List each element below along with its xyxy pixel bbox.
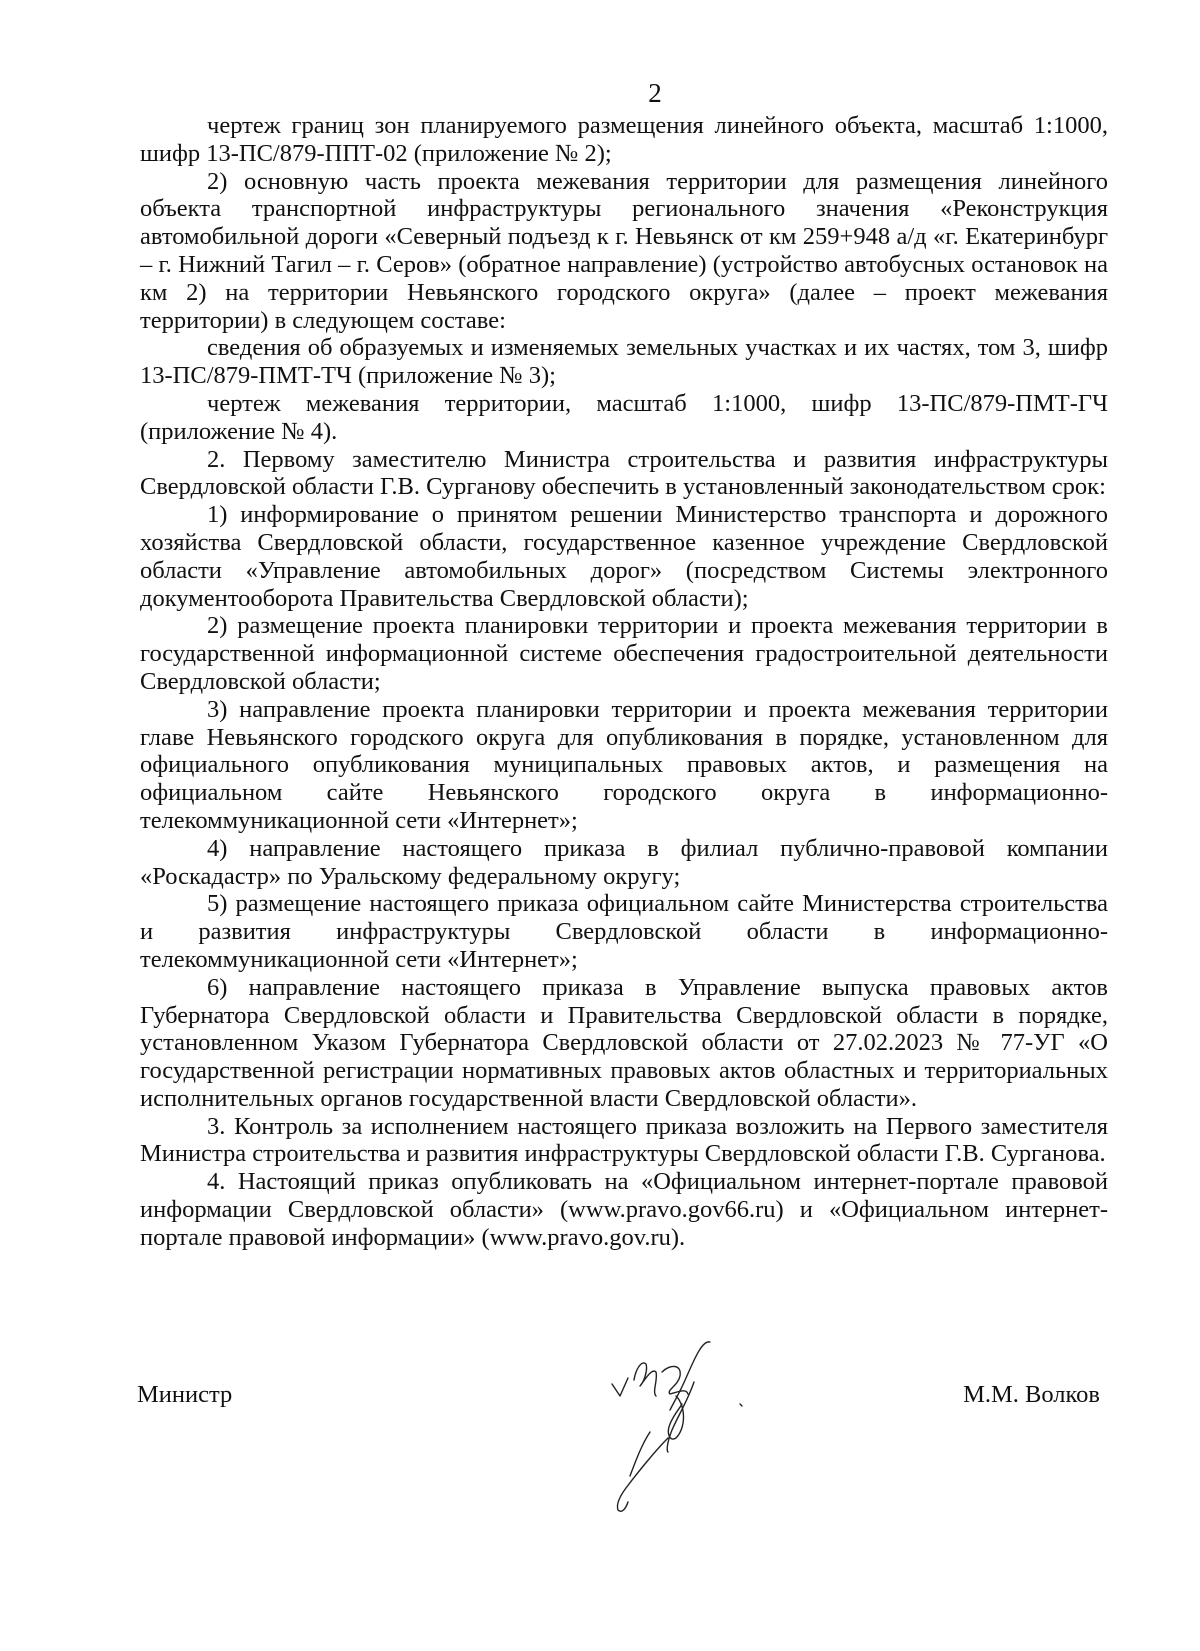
paragraph-surveying-drawing: чертеж межевания территории, масштаб 1:1000, шифр 13-ПС/879-ПМТ-ГЧ (приложение № 4). [140,389,1108,445]
paragraph-subitem-6: 6) направление настоящего приказа в Управление выпуска правовых актов Губернатора Свердловской области и Правительства Свердловской области в порядке, установленном Указом Губернатора Свердловской области от 27.02.2023 № 77-УГ «О государственной регистрации нормативных правовых актов областных и территориальных исполнительных органов государственной власти Свердловской области». [140,973,1108,1112]
handwritten-signature [590,1320,760,1520]
paragraph-subitem-3: 3) направление проекта планировки территории и проекта межевания территории главе Невьянского городского округа для опубликования в порядке, установленном для официального опубликования муниципальных правовых актов, и размещения на официальном сайте Невьянского городского округа в информационно-телекоммуникационной сети «Интернет»; [140,695,1108,834]
paragraph-subitem-5: 5) размещение настоящего приказа официальном сайте Министерства строительства и развития инфраструктуры Свердловской области в информационно-телекоммуникационной сети «Интернет»; [140,890,1108,973]
paragraph-subitem-4: 4) направление настоящего приказа в филиал публично-правовой компании «Роскадастр» по Уральскому федеральному округу; [140,834,1108,890]
paragraph-surveying-main-part: 2) основную часть проекта межевания территории для размещения линейного объекта транспортной инфраструктуры регионального значения «Реконструкция автомобильной дороги «Северный подъезд к г. Невьянск от км 259+948 а/д «г. Екатеринбург – г. Нижний Тагил – г. Серов» (обратное направление) (устройство автобусных остановок на км 2) на территории Невьянского городского округа» (далее – проект межевания территории) в следующем составе: [140,167,1108,334]
page-number: 2 [648,78,662,108]
paragraph-land-plots-info: сведения об образуемых и изменяемых земельных участках и их частях, том 3, шифр 13-ПС/879-ПМТ-ТЧ (приложение № 3); [140,334,1108,390]
paragraph-subitem-2: 2) размещение проекта планировки территории и проекта межевания территории в государственной информационной системе обеспечения градостроительной деятельности Свердловской области; [140,612,1108,695]
paragraph-item-4: 4. Настоящий приказ опубликовать на «Официальном интернет-портале правовой информации Свердловской области» (www.pravo.gov66.ru) и «Официальном интернет-портале правовой информации» (www.pravo.gov.ru). [140,1168,1108,1251]
paragraph-item-3: 3. Контроль за исполнением настоящего приказа возложить на Первого заместителя Министра строительства и развития инфраструктуры Свердловской области Г.В. Сурганова. [140,1112,1108,1168]
document-body [140,112,1108,1252]
signatory-name: М.М. Волков [963,1381,1100,1408]
paragraph-subitem-1: 1) информирование о принятом решении Министерство транспорта и дорожного хозяйства Свердловской области, государственное казенное учреждение Свердловской области «Управление автомобильных дорог» (посредством Системы электронного документооборота Правительства Свердловской области); [140,501,1108,612]
paragraph-drawing-zones: чертеж границ зон планируемого размещения линейного объекта, масштаб 1:1000, шифр 13-ПС/879-ППТ-02 (приложение № 2); [140,112,1108,167]
paragraph-item-2: 2. Первому заместителю Министра строительства и развития инфраструктуры Свердловской области Г.В. Сурганову обеспечить в установленный законодательством срок: [140,445,1108,501]
signatory-title: Министр [137,1381,233,1408]
